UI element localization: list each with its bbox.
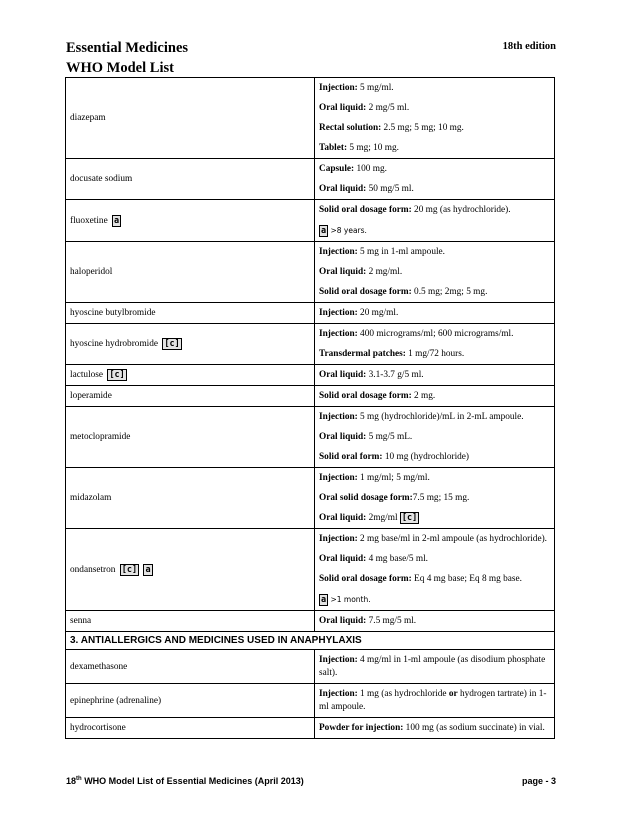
dosage-form-cell [315,365,555,386]
medicine-name: hydrocortisone [70,723,126,733]
medicine-name: diazepam [70,113,106,123]
dosage-form-text: 1 mg (as hydrochloride [357,689,449,699]
dosage-form-line [319,242,550,262]
medicine-name: epinephrine (adrenaline) [70,695,162,706]
table-row [66,159,555,200]
dosage-form-line [319,684,550,717]
dosage-form-line [319,508,550,528]
age-restriction-note: >1 month. [330,595,371,604]
dosage-form-line [319,78,550,98]
dosage-form-label: Oral liquid: [319,554,367,564]
dosage-form-line [319,365,550,385]
dosage-form-text: 0.5 mg; 2mg; 5 mg. [411,287,488,297]
medicine-name-cell [66,468,315,529]
dosage-form-cell [315,324,555,365]
dosage-form-label: Tablet: [319,143,348,153]
dosage-form-text: 1 mg/ml; 5 mg/ml. [357,473,430,483]
dosage-form-label: Oral liquid: [319,513,367,523]
dosage-form-line [319,282,550,302]
section-heading: 3. ANTIALLERGICS AND MEDICINES USED IN ANAPHYLAXIS [66,632,555,650]
medicine-flag-badge: a [114,215,120,226]
medicine-flag-badge: a [145,564,151,575]
medicines-table [65,77,555,739]
dosage-form-text: 2 mg base/ml in 2-ml ampoule (as hydrochloride). [357,534,547,544]
dosage-form-line [319,468,550,488]
dosage-form-text: 4 mg/ml in 1-ml ampoule (as disodium phosphate salt). [319,655,546,678]
dosage-form-text: 5 mg in 1-ml ampoule. [357,247,446,257]
dosage-form-text: 2 mg/ml. [366,267,403,277]
dosage-form-line [319,98,550,118]
dosage-form-text: 7.5 mg/5 ml. [366,616,417,626]
dosage-form-label: Injection: [319,329,358,339]
edition-label: 18th edition [502,41,556,52]
medicine-name-cell [66,303,315,324]
dosage-form-text: 2mg/ml [366,513,400,523]
dosage-form-text: 20 mg/ml. [357,308,399,318]
medicine-flag-badge: [c] [164,339,180,349]
dosage-form-line [319,386,550,406]
dosage-form-label: Injection: [319,412,358,422]
dosage-form-label: Injection: [319,689,358,699]
medicine-name: ondansetron [70,564,116,575]
footer-edition-number: 18 [66,776,77,786]
dosage-form-cell [315,159,555,200]
medicine-name-cell [66,386,315,407]
dosage-form-line [319,220,550,241]
dosage-form-text: 2 mg. [411,391,436,401]
medicine-name: fluoxetine [70,215,108,226]
medicine-flag-badge: [c] [109,370,125,380]
dosage-form-line [319,118,550,138]
table-row [66,529,555,611]
age-flag-badge: a [321,226,327,236]
title-line-2: WHO Model List [66,60,174,76]
dosage-form-label: Injection: [319,247,358,257]
dosage-form-line [319,650,550,683]
dosage-form-cell [315,303,555,324]
dosage-form-label: Capsule: [319,164,355,174]
dosage-form-line [319,549,550,569]
dosage-form-cell [315,386,555,407]
dosage-form-label: Solid oral dosage form: [319,205,412,215]
dosage-form-text: 2 mg/5 ml. [366,103,410,113]
medicine-name: midazolam [70,493,112,503]
dosage-form-label: Transdermal patches: [319,349,406,359]
dosage-form-label: Oral liquid: [319,267,367,277]
dosage-form-label: Injection: [319,655,358,665]
dosage-form-line [319,303,550,323]
dosage-form-label: Rectal solution: [319,123,382,133]
medicine-name-cell [66,611,315,632]
dosage-form-label: Oral solid dosage form: [319,493,413,503]
medicine-name-cell [66,650,315,684]
dosage-form-label: Powder for injection: [319,723,404,733]
age-flag-badge: a [321,595,327,605]
medicine-name: lactulose [70,370,104,380]
medicine-name-cell [66,78,315,159]
dosage-form-line [319,427,550,447]
dosage-form-text: 2.5 mg; 5 mg; 10 mg. [381,123,464,133]
age-flag-badge: [c] [401,513,418,523]
table-row [66,303,555,324]
table-row [66,718,555,739]
table-row [66,650,555,684]
dosage-form-label: Injection: [319,534,358,544]
dosage-form-text: 5 mg (hydrochloride)/mL in 2-mL ampoule. [357,412,524,422]
dosage-form-line [319,179,550,199]
dosage-form-label: Injection: [319,83,358,93]
dosage-form-text: 5 mg/ml. [357,83,394,93]
dosage-form-cell [315,718,555,739]
dosage-form-text: 1 mg/72 hours. [405,349,465,359]
age-restriction-note: >8 years. [330,226,367,235]
dosage-form-cell [315,468,555,529]
page-number: page - 3 [521,776,556,786]
dosage-form-cell [315,611,555,632]
dosage-form-text: 100 mg. [354,164,387,174]
medicine-name-cell [66,529,315,611]
dosage-form-line [319,262,550,282]
dosage-form-line [319,589,550,610]
medicine-name: metoclopramide [70,432,131,442]
dosage-form-text: 7.5 mg; 15 mg. [412,493,470,503]
document-title [66,38,188,78]
table-row [66,242,555,303]
medicine-flag-badge: [c] [121,564,138,575]
table-row [66,324,555,365]
medicine-name-cell [66,365,315,386]
medicine-name-cell [66,324,315,365]
title-line-1: Essential Medicines [66,40,189,56]
section-header-row-group [66,632,555,650]
medicine-name: docusate sodium [70,174,133,184]
medicines-table-body [66,78,555,632]
dosage-form-cell [315,529,555,611]
dosage-form-cell [315,407,555,468]
dosage-form-text: 100 mg (as sodium succinate) in vial. [403,723,545,733]
table-row [66,386,555,407]
footer-edition-suffix: th [76,776,82,782]
dosage-form-label: Oral liquid: [319,616,367,626]
dosage-form-cell [315,242,555,303]
medicine-name-cell [66,407,315,468]
dosage-form-line [319,200,550,220]
dosage-form-cell [315,650,555,684]
dosage-form-line [319,159,550,179]
dosage-form-cell [315,78,555,159]
table-row [66,468,555,529]
table-row [66,684,555,718]
dosage-form-text: 50 mg/5 ml. [366,184,414,194]
dosage-form-line [319,324,550,344]
dosage-form-label: Solid oral form: [319,452,383,462]
medicine-name-cell [66,159,315,200]
dosage-form-text: 4 mg base/5 ml. [366,554,428,564]
dosage-form-line [319,569,550,589]
dosage-form-cell [315,200,555,242]
dosage-form-line [319,138,550,158]
dosage-form-label: Solid oral dosage form: [319,391,412,401]
dosage-form-text: 3.1-3.7 g/5 ml. [366,370,424,380]
dosage-form-line [319,407,550,427]
dosage-form-text: 5 mg/5 mL. [366,432,413,442]
dosage-form-line [319,488,550,508]
medicines-table-body-2 [66,650,555,739]
footer-title [66,776,304,786]
dosage-form-label: Solid oral dosage form: [319,574,412,584]
dosage-form-line [319,529,550,549]
dosage-form-label: Oral liquid: [319,370,367,380]
table-row [66,200,555,242]
medicine-name-cell [66,242,315,303]
dosage-form-label: Oral liquid: [319,103,367,113]
medicine-name: hyoscine hydrobromide [70,339,159,349]
medicine-name: loperamide [70,391,112,401]
table-row [66,407,555,468]
dosage-form-text: Eq 4 mg base; Eq 8 mg base. [411,574,522,584]
dosage-form-line [319,718,550,738]
dosage-form-text: 10 mg (hydrochloride) [382,452,470,462]
section-header-row [66,632,555,650]
dosage-form-text: 20 mg (as hydrochloride). [411,205,511,215]
medicine-name: dexamethasone [70,661,128,672]
dosage-form-text: hydrogen tartrate) in 1-ml ampoule. [319,689,547,712]
dosage-form-label: Solid oral dosage form: [319,287,412,297]
medicine-name: senna [70,616,92,626]
dosage-form-line [319,447,550,467]
medicine-name-cell [66,684,315,718]
dosage-form-or: or [448,689,458,699]
table-row [66,365,555,386]
dosage-form-label: Injection: [319,308,358,318]
dosage-form-line [319,611,550,631]
dosage-form-line [319,344,550,364]
medicine-name: hyoscine butylbromide [70,308,156,318]
medicine-name-cell [66,718,315,739]
footer-title-text: WHO Model List of Essential Medicines (April 2013) [81,776,304,786]
dosage-form-text: 400 micrograms/ml; 600 micrograms/ml. [357,329,514,339]
dosage-form-label: Oral liquid: [319,184,367,194]
medicine-name-cell [66,200,315,242]
table-row [66,611,555,632]
medicine-name: haloperidol [70,267,113,277]
dosage-form-text: 5 mg; 10 mg. [347,143,399,153]
dosage-form-label: Injection: [319,473,358,483]
table-row [66,78,555,159]
dosage-form-cell [315,684,555,718]
dosage-form-label: Oral liquid: [319,432,367,442]
